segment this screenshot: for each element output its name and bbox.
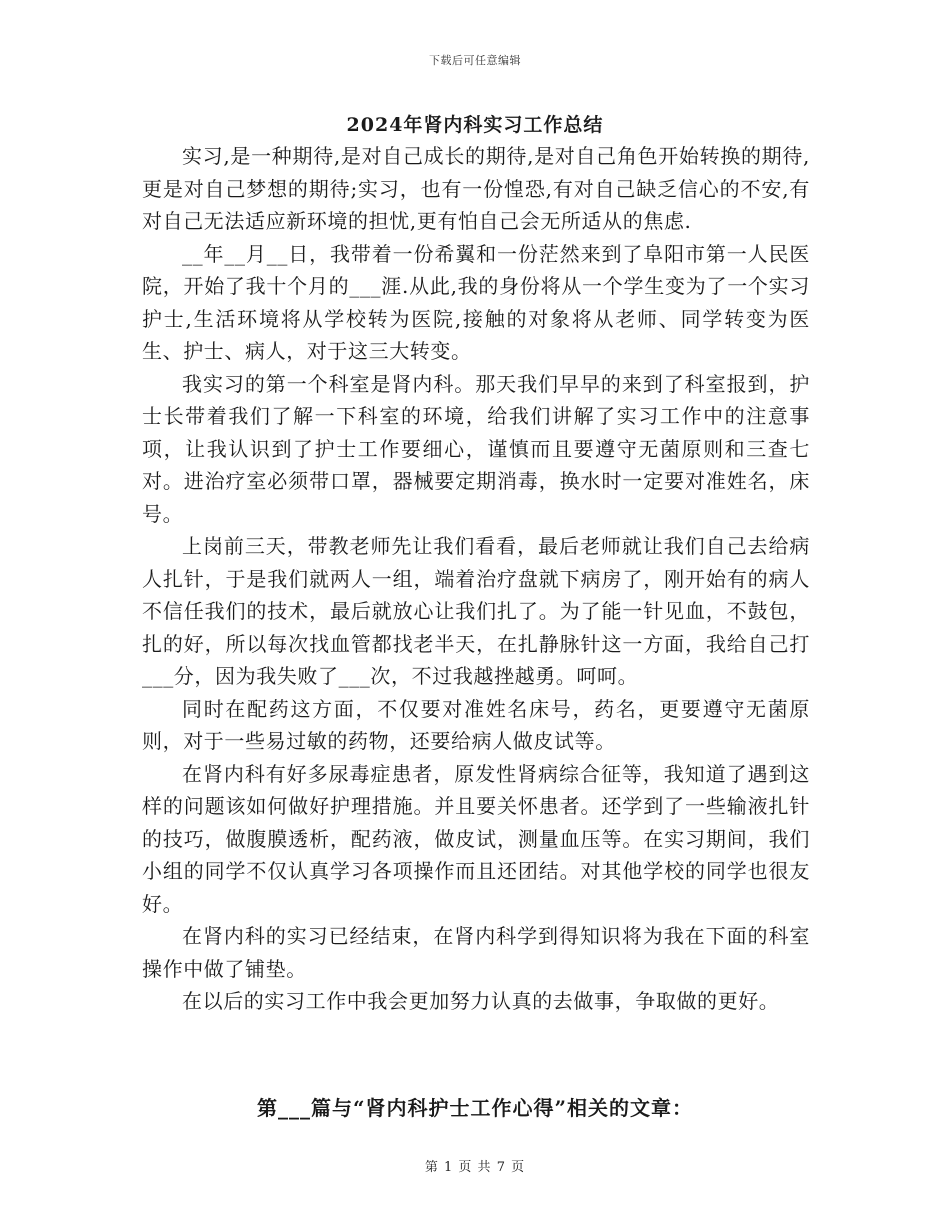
header-note: 下载后可任意编辑 [429, 54, 521, 67]
related-articles-heading: 第___篇与“肾内科护士工作心得”相关的文章： [256, 1096, 693, 1120]
page-number-footer: 第 1 页 共 7 页 [424, 1160, 526, 1175]
paragraph: 同时在配药这方面，不仅要对准姓名床号，药名，更要遵守无菌原则，对于一些易过敏的药物，还要给病人做皮试等。 [142, 696, 810, 753]
paragraph: 在肾内科的实习已经结束，在肾内科学到得知识将为我在下面的科室操作中做了铺垫。 [142, 924, 810, 981]
document-title: 2024年肾内科实习工作总结 [346, 114, 604, 136]
paragraph: 在以后的实习工作中我会更加努力认真的去做事，争取做的更好。 [182, 989, 780, 1013]
paragraph: 上岗前三天，带教老师先让我们看看，最后老师就让我们自己去给病人扎针，于是我们就两人一组，端着治疗盘就下病房了，刚开始有的病人不信任我们的技术，最后就放心让我们扎了。为了能一针见血，不鼓包，扎的好，所以每次找血管都找老半天，在扎静脉针这一方面，我给自己打___分，因为我失败了___次，不过我越挫越勇。呵呵。 [142, 534, 810, 688]
paragraph: __年__月__日，我带着一份希翼和一份茫然来到了阜阳市第一人民医院，开始了我十个月的___涯.从此,我的身份将从一个学生变为了一个实习护士,生活环境将从学校转为医院,接触的对象将从老师、同学转变为医生、护士、病人，对于这三大转变。 [142, 241, 810, 363]
paragraph: 实习,是一种期待,是对自己成长的期待,是对自己角色开始转换的期待,更是对自己梦想的期待;实习，也有一份惶恐,有对自己缺乏信心的不安,有对自己无法适应新环境的担忧,更有怕自己会无所适从的焦虑. [142, 144, 810, 233]
paragraph: 在肾内科有好多尿毒症患者，原发性肾病综合征等，我知道了遇到这样的问题该如何做好护理措施。并且要关怀患者。还学到了一些输液扎针的技巧，做腹膜透析，配药液，做皮试，测量血压等。在实习期间，我们小组的同学不仅认真学习各项操作而且还团结。对其他学校的同学也很友好。 [142, 761, 810, 916]
document-body [142, 140, 810, 1018]
paragraph: 我实习的第一个科室是肾内科。那天我们早早的来到了科室报到，护士长带着我们了解一下科室的环境，给我们讲解了实习工作中的注意事项，让我认识到了护士工作要细心，谨慎而且要遵守无菌原则和三查七对。进治疗室必须带口罩，器械要定期消毒，换水时一定要对准姓名，床号。 [142, 371, 810, 526]
